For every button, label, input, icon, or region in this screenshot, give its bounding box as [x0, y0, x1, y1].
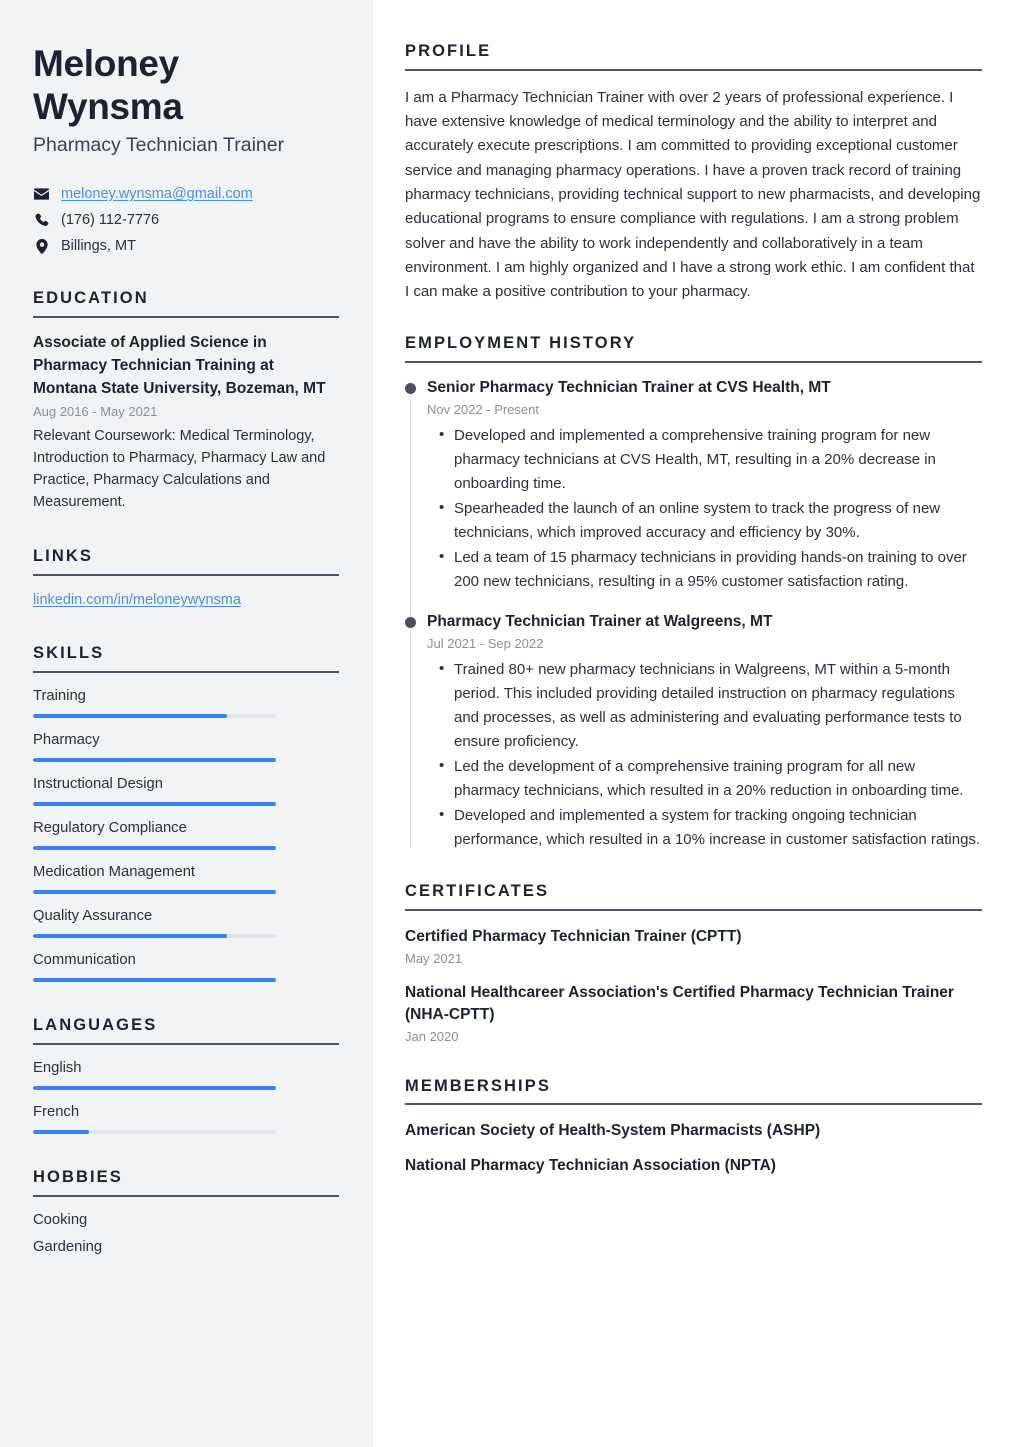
skill-level-bar	[33, 934, 276, 938]
skill-item	[33, 687, 339, 718]
education-date: Aug 2016 - May 2021	[33, 404, 158, 420]
contact-location	[33, 237, 339, 256]
employment-title: Pharmacy Technician Trainer at Walgreens, MT	[427, 613, 773, 631]
skill-item	[33, 731, 339, 762]
skill-item	[33, 863, 339, 894]
certificate-date: Jan 2020	[405, 1029, 459, 1045]
contact-phone	[33, 211, 339, 230]
certificate-title: Certified Pharmacy Technician Trainer (CPTT)	[405, 928, 742, 946]
education-entry	[33, 332, 339, 513]
employment-bullet: • Spearheaded the launch of an online system to track the progress of new technicians, which improved accuracy and efficiency by 30%.	[454, 497, 982, 545]
section-memberships	[405, 1077, 982, 1178]
profile-text: I am a Pharmacy Technician Trainer with over 2 years of professional experience. I have extensive knowledge of medical terminology and the ability to interpret and accurately execute prescriptions. I am committed to providing exceptional customer service and managing pharmacy operations. I have a proven track record of training pharmacy technicians, providing technical support to new pharmacists, and developing educational programs to ensure compliance with regulations. I am a strong problem solver and have the ability to work independently and collaboratively in a team environment. I am highly organized and I have a strong work ethic. I am confident that I can make a positive contribution to your pharmacy.	[405, 88, 981, 301]
language-level-fill	[33, 1086, 276, 1090]
employment-bullets	[427, 658, 982, 852]
section-certificates	[405, 882, 982, 1046]
skill-label: Instructional Design	[33, 776, 163, 793]
certificates-list	[405, 926, 982, 1046]
education-title: Associate of Applied Science in Pharmacy Technician Training at Montana State University, Bozeman, MT	[33, 334, 326, 398]
employment-date: Nov 2022 - Present	[427, 402, 540, 418]
candidate-name: Meloney Wynsma	[33, 43, 183, 128]
employment-bullets	[427, 424, 982, 594]
candidate-job-title: Pharmacy Technician Trainer	[33, 133, 285, 156]
skills-list	[33, 687, 339, 982]
skill-level-bar	[33, 978, 276, 982]
name-block	[33, 42, 339, 157]
employment-bullet: • Developed and implemented a system for tracking ongoing technician performance, which resulted in a 10% increase in customer satisfaction ratings.	[454, 804, 982, 852]
contact-email	[33, 185, 339, 204]
languages-list	[33, 1059, 339, 1134]
certificate-entry	[405, 982, 982, 1046]
skill-level-bar	[33, 890, 276, 894]
section-profile	[405, 42, 982, 304]
language-item	[33, 1103, 339, 1134]
education-heading: EDUCATION	[33, 289, 339, 318]
skill-level-fill	[33, 934, 227, 938]
employment-bullet: • Led a team of 15 pharmacy technicians in providing hands-on training to over 200 new technicians, resulting in a 95% customer satisfaction rating.	[454, 546, 982, 594]
employment-bullet: • Trained 80+ new pharmacy technicians in Walgreens, MT within a 5-month period. This included providing detailed instruction on pharmacy regulations and processes, as well as administering and evaluating performance tests to ensure proficiency.	[454, 658, 982, 754]
certificates-heading: CERTIFICATES	[405, 882, 982, 911]
skill-label: Communication	[33, 952, 136, 969]
main-content	[373, 0, 1024, 1447]
language-label: English	[33, 1059, 82, 1076]
profile-heading: PROFILE	[405, 42, 982, 71]
language-level-bar	[33, 1086, 276, 1090]
hobby-item: Gardening	[33, 1239, 103, 1256]
skill-label: Regulatory Compliance	[33, 820, 187, 837]
certificate-title: National Healthcareer Association's Certified Pharmacy Technician Trainer (NHA-CPTT)	[405, 984, 954, 1024]
skill-item	[33, 819, 339, 850]
membership-item: American Society of Health-System Pharmacists (ASHP)	[405, 1122, 821, 1140]
timeline-dot-icon	[405, 617, 416, 628]
skill-level-fill	[33, 890, 276, 894]
links-heading: LINKS	[33, 547, 339, 576]
memberships-heading: MEMBERSHIPS	[405, 1077, 982, 1106]
section-skills	[33, 644, 339, 982]
membership-item: National Pharmacy Technician Association (NPTA)	[405, 1157, 776, 1175]
email-link[interactable]: meloney.wynsma@gmail.com	[61, 185, 253, 202]
employment-entry	[427, 378, 982, 594]
skill-item	[33, 951, 339, 982]
skill-level-fill	[33, 802, 276, 806]
hobbies-list	[33, 1211, 339, 1259]
skill-level-bar	[33, 758, 276, 762]
skill-item	[33, 907, 339, 938]
map-pin-icon	[33, 239, 50, 254]
skill-label: Training	[33, 688, 86, 705]
education-description: Relevant Coursework: Medical Terminology, Introduction to Pharmacy, Pharmacy Law and Practice, Pharmacy Calculations and Measurement.	[33, 428, 326, 511]
location-value: Billings, MT	[61, 237, 136, 254]
certificate-entry	[405, 926, 982, 968]
skill-level-fill	[33, 846, 276, 850]
language-level-bar	[33, 1130, 276, 1134]
timeline-dot-icon	[405, 383, 416, 394]
language-label: French	[33, 1103, 80, 1120]
skill-level-fill	[33, 714, 227, 718]
phone-icon	[33, 213, 50, 227]
languages-heading: LANGUAGES	[33, 1016, 339, 1045]
hobbies-heading: HOBBIES	[33, 1168, 339, 1197]
skill-level-bar	[33, 714, 276, 718]
section-employment	[405, 334, 982, 852]
employment-bullet: • Developed and implemented a comprehensive training program for new pharmacy technicians at CVS Health, MT, resulting in a 20% decrease in onboarding time.	[454, 424, 982, 496]
language-level-fill	[33, 1130, 89, 1134]
memberships-list	[405, 1120, 982, 1177]
employment-timeline	[405, 378, 982, 852]
skill-level-bar	[33, 846, 276, 850]
section-hobbies	[33, 1168, 339, 1258]
employment-title: Senior Pharmacy Technician Trainer at CVS Health, MT	[427, 379, 831, 397]
skills-heading: SKILLS	[33, 644, 339, 673]
employment-heading: EMPLOYMENT HISTORY	[405, 334, 982, 363]
employment-date: Jul 2021 - Sep 2022	[427, 636, 544, 652]
skill-level-fill	[33, 758, 276, 762]
skill-item	[33, 775, 339, 806]
employment-bullet: • Led the development of a comprehensive training program for all new pharmacy technicians, which resulted in a 20% reduction in onboarding time.	[454, 755, 982, 803]
skill-label: Quality Assurance	[33, 908, 153, 925]
sidebar	[0, 0, 373, 1447]
envelope-icon	[33, 188, 50, 200]
section-languages	[33, 1016, 339, 1134]
skill-label: Pharmacy	[33, 732, 100, 749]
phone-value: (176) 112-7776	[61, 211, 160, 228]
hobby-item: Cooking	[33, 1211, 88, 1228]
skill-label: Medication Management	[33, 864, 196, 881]
link-item-linkedin[interactable]: linkedin.com/in/meloneywynsma	[33, 592, 241, 609]
contact-list	[33, 185, 339, 256]
section-education	[33, 289, 339, 513]
section-links	[33, 547, 339, 610]
skill-level-fill	[33, 978, 276, 982]
certificate-date: May 2021	[405, 951, 463, 967]
language-item	[33, 1059, 339, 1090]
skill-level-bar	[33, 802, 276, 806]
employment-entry	[427, 612, 982, 852]
